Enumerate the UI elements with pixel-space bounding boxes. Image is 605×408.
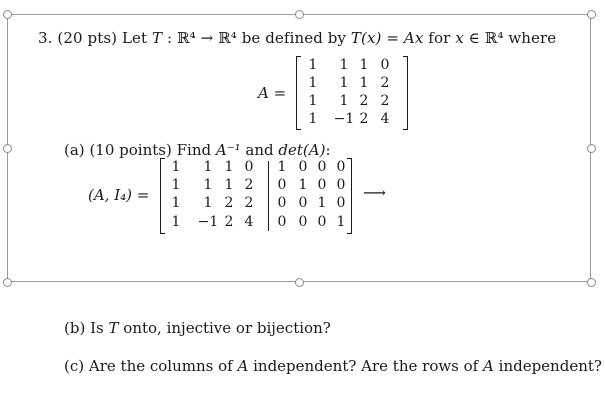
part-c <box>64 357 602 375</box>
augmented-cell: 1 <box>317 195 327 211</box>
augmented-cell: −1 <box>197 214 219 230</box>
arrow-symbol: → <box>200 29 214 47</box>
resize-handle-middle-right[interactable] <box>587 144 596 153</box>
augmented-cell: 2 <box>244 195 254 211</box>
augmented-cell: 0 <box>336 195 346 211</box>
part-a-label: (a) <box>64 141 85 159</box>
colon: : <box>166 29 173 47</box>
part-b-map: T <box>108 319 119 337</box>
vector-space: ℝ⁴ <box>484 29 504 47</box>
augmented-cell: 2 <box>224 214 234 230</box>
resize-handle-top-center[interactable] <box>295 10 304 19</box>
part-c-text-1: Are the columns of <box>88 357 233 375</box>
augmented-cell: 0 <box>244 159 254 175</box>
augmented-divider <box>268 161 269 231</box>
augmented-cell: 1 <box>336 214 346 230</box>
element-of-symbol: ∈ <box>468 29 480 47</box>
augmented-cell: 0 <box>277 177 287 193</box>
augmented-cell: 0 <box>317 214 327 230</box>
matrix-a-cell: 2 <box>380 93 390 109</box>
row-reduce-arrow: ⟶ <box>363 183 386 202</box>
part-b-label: (b) <box>64 319 86 337</box>
problem-text-for: for <box>428 29 451 47</box>
resize-handle-bottom-center[interactable] <box>295 278 304 287</box>
matrix-a-cell: 1 <box>359 75 369 91</box>
matrix-a <box>296 56 408 130</box>
augmented-cell: 1 <box>203 177 213 193</box>
augmented-cell: 0 <box>298 159 308 175</box>
domain-space: ℝ⁴ <box>177 29 196 47</box>
augmented-cell: 0 <box>298 214 308 230</box>
formula-rhs: Ax <box>403 29 424 47</box>
problem-number: 3. <box>38 29 53 47</box>
augmented-cell: 1 <box>171 159 181 175</box>
matrix-a-cell: 1 <box>339 57 349 73</box>
augmented-cell: 2 <box>244 177 254 193</box>
augmented-cell: 1 <box>171 214 181 230</box>
augmented-cell: 0 <box>277 195 287 211</box>
part-b-question: onto, injective or bijection? <box>123 319 331 337</box>
part-c-label: (c) <box>64 357 85 375</box>
matrix-a-cell: 2 <box>359 111 369 127</box>
augmented-cell: 0 <box>317 159 327 175</box>
augmented-matrix <box>160 158 352 234</box>
part-a-and: and <box>245 141 274 159</box>
resize-handle-top-right[interactable] <box>587 10 596 19</box>
problem-points: (20 pts) <box>57 29 118 47</box>
problem-text: Let <box>121 29 148 47</box>
augmented-cell: 1 <box>224 177 234 193</box>
part-c-matrix-2: A <box>483 357 494 375</box>
equals-symbol: = <box>386 29 400 47</box>
part-b <box>64 319 331 337</box>
inverse-symbol: A⁻¹ <box>215 141 241 159</box>
problem-statement <box>38 29 556 47</box>
problem-text-where: where <box>508 29 557 47</box>
augmented-cell: 0 <box>298 195 308 211</box>
matrix-a-right-bracket <box>403 56 408 130</box>
matrix-a-cell: 1 <box>308 93 318 109</box>
matrix-a-cell: 1 <box>308 75 318 91</box>
resize-handle-top-left[interactable] <box>3 10 12 19</box>
resize-handle-middle-left[interactable] <box>3 144 12 153</box>
augmented-cell: 1 <box>298 177 308 193</box>
augmented-cell: 0 <box>277 214 287 230</box>
augmented-cell: 1 <box>203 159 213 175</box>
part-c-text-3: independent? <box>498 357 602 375</box>
part-a <box>64 141 331 159</box>
part-c-text-2: independent? Are the rows of <box>253 357 479 375</box>
augmented-cell: 1 <box>224 159 234 175</box>
augmented-cell: 1 <box>171 195 181 211</box>
resize-handle-bottom-right[interactable] <box>587 278 596 287</box>
augmented-matrix-label: (A, I₄) = <box>88 186 150 204</box>
matrix-a-cell: 1 <box>308 111 318 127</box>
determinant-symbol: det(A) <box>278 141 326 159</box>
part-a-colon: : <box>325 141 331 159</box>
matrix-a-cell: 1 <box>339 75 349 91</box>
matrix-a-cell: 1 <box>308 57 318 73</box>
resize-handle-bottom-left[interactable] <box>3 278 12 287</box>
part-a-text: Find <box>176 141 212 159</box>
problem-text-defined: be defined by <box>241 29 347 47</box>
map-symbol: T <box>152 29 163 47</box>
matrix-a-cell: 1 <box>339 93 349 109</box>
matrix-a-cell: 1 <box>359 57 369 73</box>
matrix-a-left-bracket <box>296 56 301 130</box>
augmented-cell: 0 <box>336 159 346 175</box>
matrix-a-cell: 4 <box>380 111 390 127</box>
augmented-cell: 1 <box>277 159 287 175</box>
part-b-text-is: Is <box>90 319 104 337</box>
variable-x: x <box>455 29 464 47</box>
augmented-cell: 1 <box>171 177 181 193</box>
matrix-a-label: A = <box>258 84 287 102</box>
augmented-cell: 4 <box>244 214 254 230</box>
part-a-points: (10 points) <box>89 141 172 159</box>
augmented-cell: 0 <box>317 177 327 193</box>
augmented-cell: 1 <box>203 195 213 211</box>
part-c-matrix: A <box>237 357 249 375</box>
augmented-cell: 2 <box>224 195 234 211</box>
formula-lhs: T(x) <box>350 29 382 47</box>
augmented-cell: 0 <box>336 177 346 193</box>
matrix-a-cell: 2 <box>380 75 390 91</box>
matrix-a-cell: 2 <box>359 93 369 109</box>
matrix-a-cell: −1 <box>333 111 355 127</box>
codomain-space: ℝ⁴ <box>218 29 237 47</box>
matrix-a-cell: 0 <box>380 57 390 73</box>
